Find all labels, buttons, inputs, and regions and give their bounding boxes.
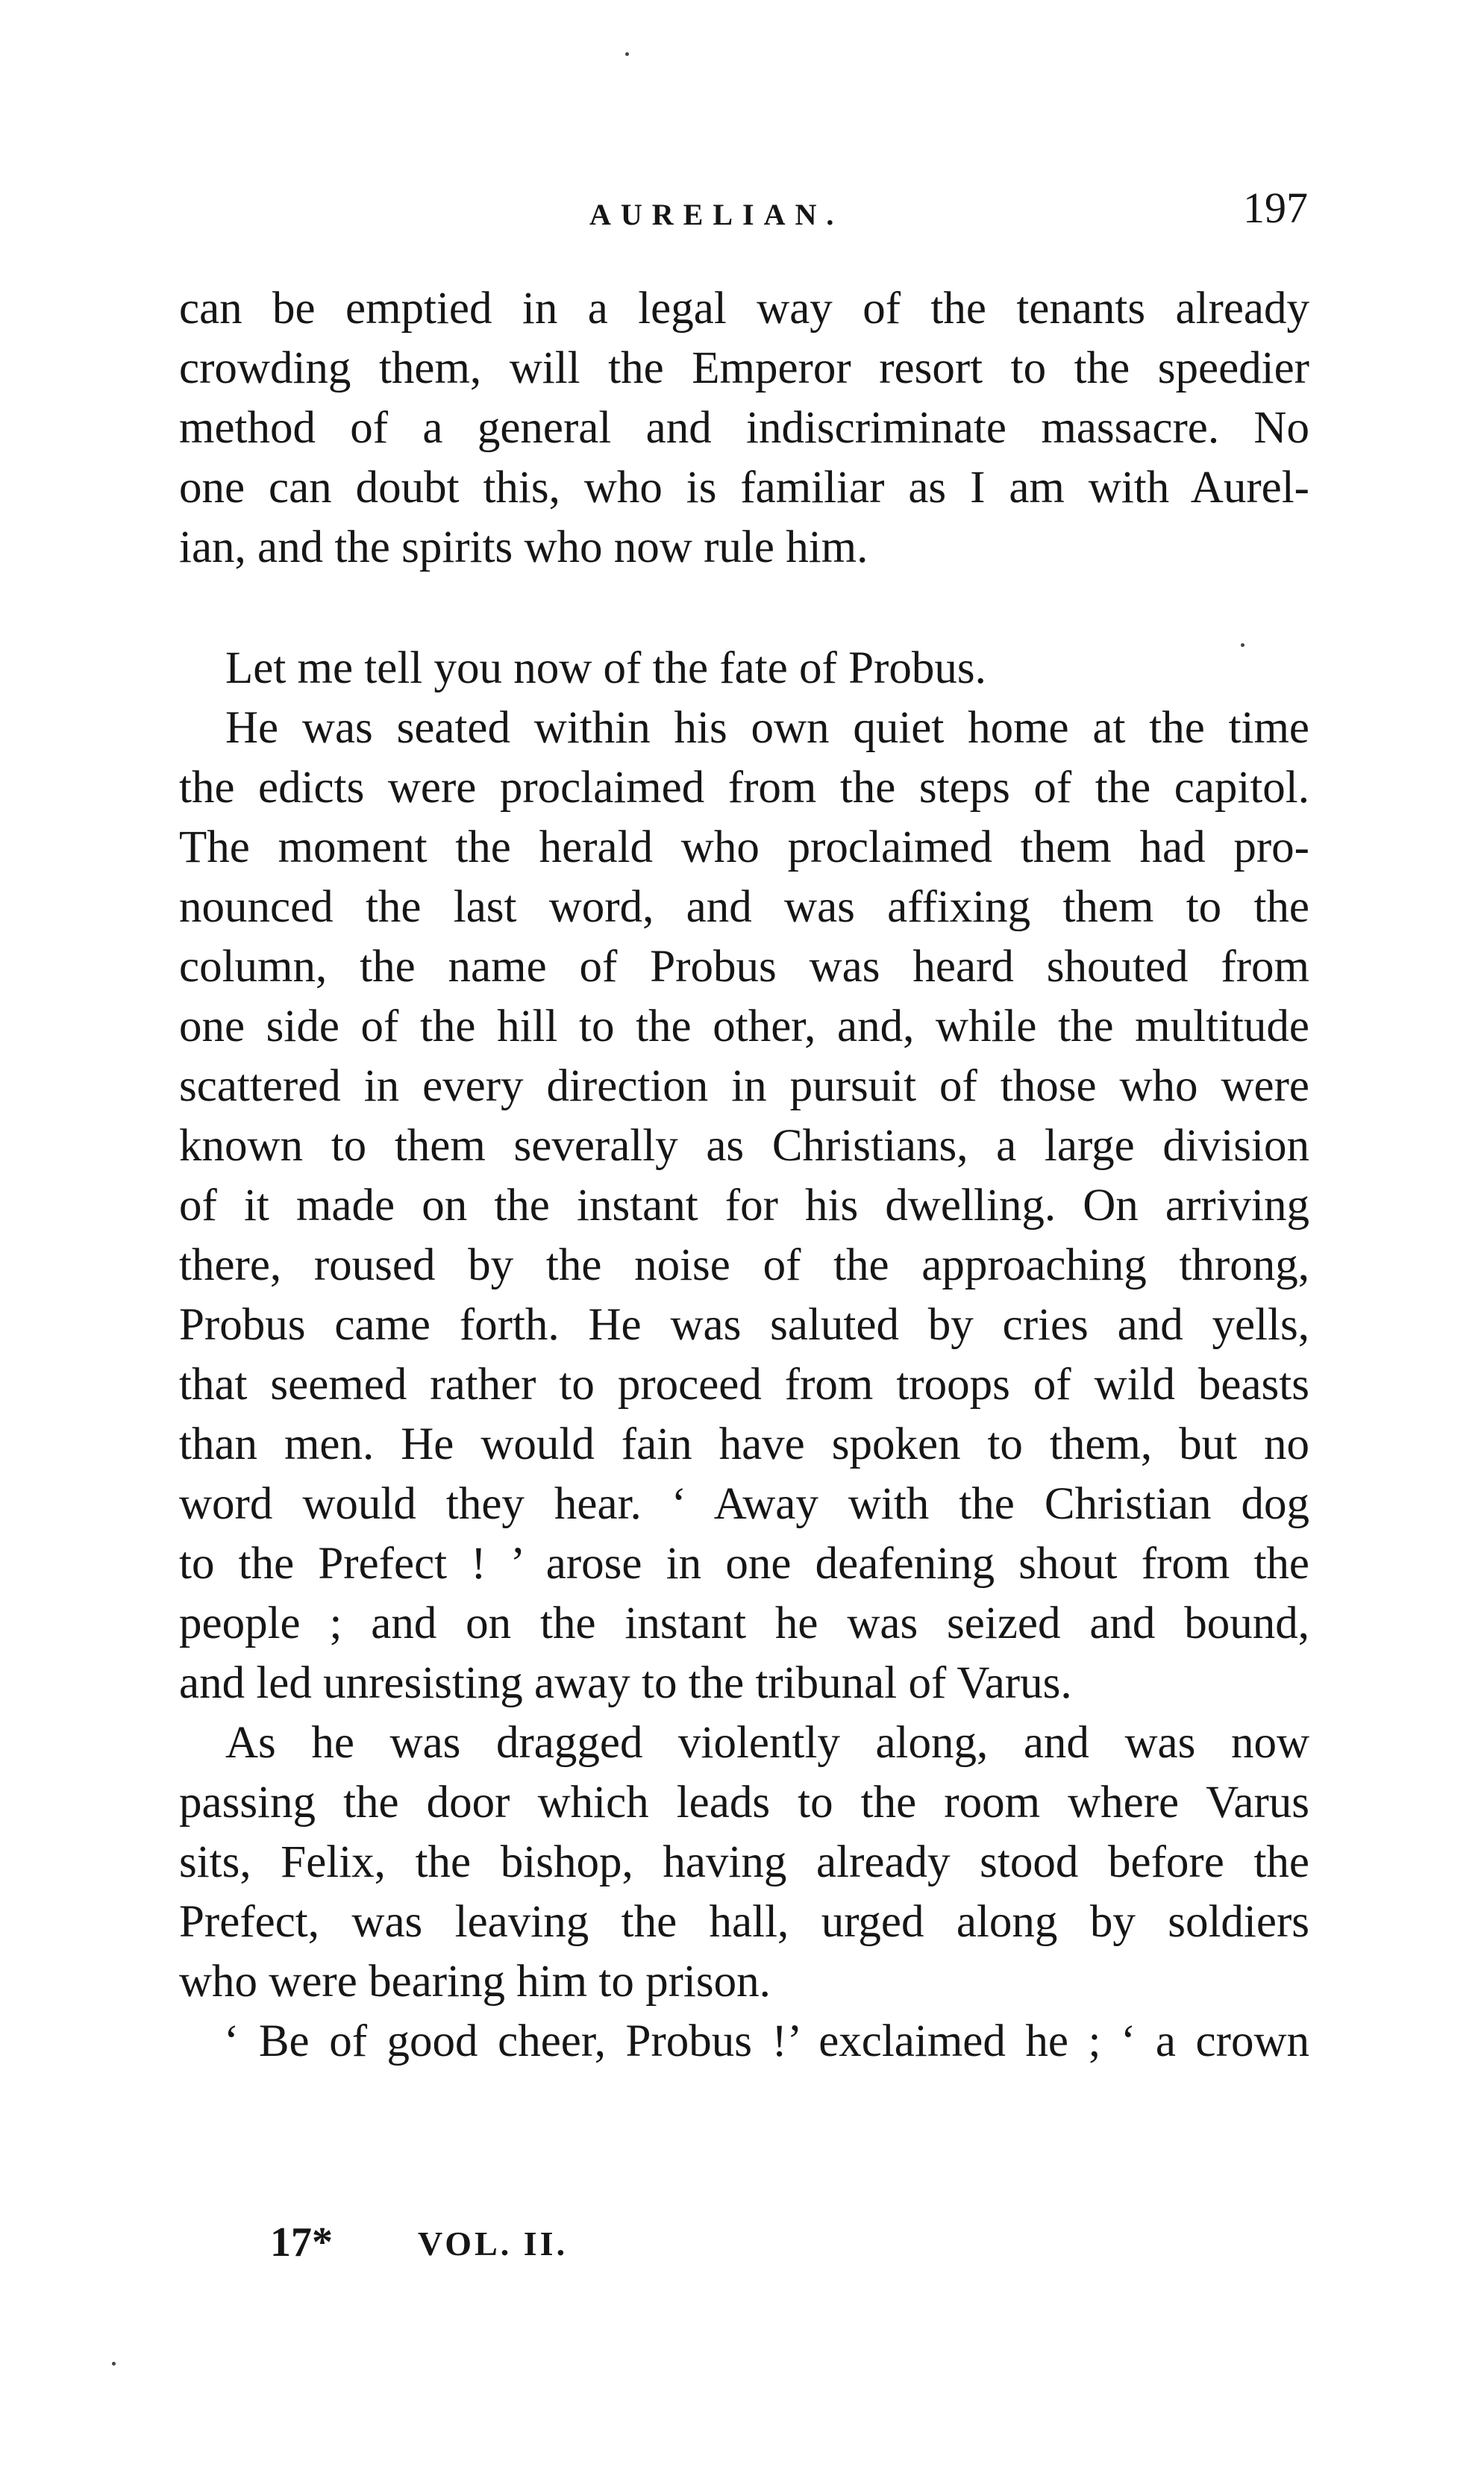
paragraph-continuation xyxy=(179,279,1309,578)
text-line: and led unresisting away to the tribunal of Varus. xyxy=(179,1658,1072,1708)
text-line: than men. He would fain have spoken to them, but no xyxy=(179,1419,1309,1469)
paragraph-probus-intro xyxy=(179,639,1309,698)
text-line: crowding them, will the Emperor resort to the speedier xyxy=(179,343,1309,393)
page-number: 197 xyxy=(1243,184,1308,232)
paper-speck xyxy=(625,52,629,56)
text-line: known to them severally as Christians, a large division xyxy=(179,1121,1309,1171)
text-line: ian, and the spirits who now rule him. xyxy=(179,522,868,572)
text-line: method of a general and indiscriminate massacre. No xyxy=(179,403,1309,453)
paragraph-crown xyxy=(179,2012,1309,2072)
text-line: can be emptied in a legal way of the tenants already xyxy=(179,284,1309,334)
paragraph-probus-seized xyxy=(179,698,1309,1713)
text-line: As he was dragged violently along, and was now xyxy=(225,1718,1309,1768)
running-head: AURELIAN. xyxy=(589,198,844,231)
volume-label: VOL. II. xyxy=(418,2225,569,2263)
text-line: passing the door which leads to the room where Varus xyxy=(179,1778,1309,1828)
body-text xyxy=(179,279,1309,2072)
text-line: one can doubt this, who is familiar as I am with Aurel- xyxy=(179,463,1309,513)
text-line: Probus came forth. He was saluted by cries and yells, xyxy=(179,1300,1309,1350)
text-line: there, roused by the noise of the approaching throng, xyxy=(179,1240,1309,1290)
text-line: He was seated within his own quiet home at the time xyxy=(225,703,1309,753)
text-line: Let me tell you now of the fate of Probus. xyxy=(225,643,986,693)
text-line: one side of the hill to the other, and, while the multitude xyxy=(179,1001,1309,1051)
signature-mark: 17* xyxy=(270,2219,333,2266)
text-line: sits, Felix, the bishop, having already stood before the xyxy=(179,1837,1309,1887)
text-line: column, the name of Probus was heard shouted from xyxy=(179,942,1309,992)
text-line: people ; and on the instant he was seized and bound, xyxy=(179,1598,1309,1648)
text-line: of it made on the instant for his dwelling. On arriving xyxy=(179,1181,1309,1231)
text-line: scattered in every direction in pursuit of those who were xyxy=(179,1061,1309,1111)
text-line: The moment the herald who proclaimed them had pro- xyxy=(179,822,1309,872)
paragraph-felix xyxy=(179,1713,1309,2012)
paper-speck xyxy=(1241,643,1245,647)
section-break xyxy=(179,578,1309,639)
text-line: the edicts were proclaimed from the steps of the capitol. xyxy=(179,763,1309,813)
text-line: nounced the last word, and was affixing them to the xyxy=(179,882,1309,932)
text-line: to the Prefect ! ’ arose in one deafening shout from the xyxy=(179,1539,1309,1589)
text-line: that seemed rather to proceed from troops of wild beasts xyxy=(179,1360,1309,1410)
text-line: Prefect, was leaving the hall, urged along by soldiers xyxy=(179,1897,1309,1947)
text-line: who were bearing him to prison. xyxy=(179,1957,771,2007)
paper-speck xyxy=(112,2362,116,2366)
text-line: ‘ Be of good cheer, Probus !’ exclaimed he ; ‘ a crown xyxy=(224,2016,1309,2066)
text-line: word would they hear. ‘ Away with the Christian dog xyxy=(179,1479,1309,1529)
